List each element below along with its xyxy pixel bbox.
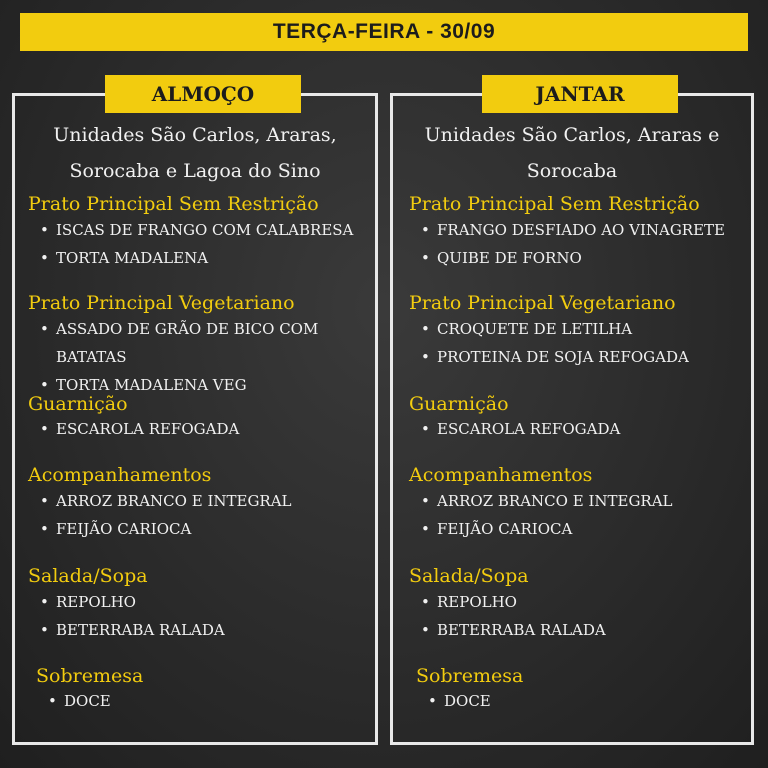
list-item xyxy=(40,376,247,394)
bullet-icon: • xyxy=(421,348,430,366)
bullet-icon: • xyxy=(40,221,49,239)
list-item xyxy=(40,420,239,438)
list-item xyxy=(421,593,517,611)
bullet-icon: • xyxy=(421,221,430,239)
dinner-heading-salada: Salada/Sopa xyxy=(409,565,529,587)
lunch-veg-1a: ASSADO DE GRÃO DE BICO COM xyxy=(56,320,319,338)
lunch-tag: ALMOÇO xyxy=(105,75,301,113)
list-item xyxy=(40,621,225,639)
lunch-salada-2: BETERRABA RALADA xyxy=(56,621,225,639)
bullet-icon: • xyxy=(40,593,49,611)
list-item xyxy=(40,320,318,338)
dinner-principal-1: FRANGO DESFIADO AO VINAGRETE xyxy=(437,221,726,239)
lunch-heading-sobremesa: Sobremesa xyxy=(36,665,144,687)
dinner-heading-acomp: Acompanhamentos xyxy=(409,464,593,486)
bullet-icon: • xyxy=(40,492,49,510)
list-item xyxy=(40,221,353,239)
lunch-guarnicao-1: ESCAROLA REFOGADA xyxy=(56,420,240,438)
lunch-salada-1: REPOLHO xyxy=(56,593,136,611)
dinner-salada-2: BETERRABA RALADA xyxy=(437,621,606,639)
dinner-veg-1: CROQUETE DE LETILHA xyxy=(437,320,633,338)
bullet-icon: • xyxy=(48,692,57,710)
bullet-icon: • xyxy=(40,249,49,267)
lunch-principal-1: ISCAS DE FRANGO COM CALABRESA xyxy=(56,221,354,239)
bullet-icon: • xyxy=(421,420,430,438)
bullet-icon: • xyxy=(421,621,430,639)
bullet-icon: • xyxy=(421,593,430,611)
dinner-heading-veg: Prato Principal Vegetariano xyxy=(409,292,676,314)
bullet-icon: • xyxy=(421,520,430,538)
dinner-heading-guarnicao: Guarnição xyxy=(409,393,509,415)
bullet-icon: • xyxy=(421,320,430,338)
dinner-heading-principal: Prato Principal Sem Restrição xyxy=(409,193,700,215)
dinner-tag: JANTAR xyxy=(482,75,678,113)
bullet-icon: • xyxy=(421,249,430,267)
lunch-acomp-2: FEIJÃO CARIOCA xyxy=(56,520,192,538)
lunch-heading-salada: Salada/Sopa xyxy=(28,565,148,587)
list-item xyxy=(40,492,292,510)
list-item xyxy=(40,520,191,538)
list-item xyxy=(421,420,620,438)
list-item xyxy=(40,593,136,611)
list-item xyxy=(421,520,572,538)
lunch-heading-principal: Prato Principal Sem Restrição xyxy=(28,193,319,215)
bullet-icon: • xyxy=(40,376,49,394)
dinner-heading-sobremesa: Sobremesa xyxy=(416,665,524,687)
bullet-icon: • xyxy=(40,520,49,538)
dinner-guarnicao-1: ESCAROLA REFOGADA xyxy=(437,420,621,438)
list-item xyxy=(428,692,491,710)
list-item-continuation: BATATAS xyxy=(56,348,127,366)
dinner-sobremesa-1: DOCE xyxy=(444,692,491,710)
lunch-heading-guarnicao: Guarnição xyxy=(28,393,128,415)
lunch-veg-2: TORTA MADALENA VEG xyxy=(56,376,247,394)
list-item xyxy=(421,249,582,267)
list-item xyxy=(421,348,689,366)
lunch-panel xyxy=(12,93,378,745)
bullet-icon: • xyxy=(428,692,437,710)
list-item xyxy=(48,692,111,710)
dinner-acomp-1: ARROZ BRANCO E INTEGRAL xyxy=(437,492,673,510)
list-item xyxy=(40,249,208,267)
bullet-icon: • xyxy=(40,320,49,338)
lunch-sobremesa-1: DOCE xyxy=(64,692,111,710)
list-item xyxy=(421,621,606,639)
bullet-icon: • xyxy=(40,621,49,639)
bullet-icon: • xyxy=(421,492,430,510)
dinner-units-line1: Unidades São Carlos, Araras e xyxy=(424,124,720,146)
dinner-salada-1: REPOLHO xyxy=(437,593,517,611)
lunch-acomp-1: ARROZ BRANCO E INTEGRAL xyxy=(56,492,292,510)
dinner-units xyxy=(400,117,744,189)
day-title: TERÇA-FEIRA - 30/09 xyxy=(20,13,748,51)
lunch-heading-veg: Prato Principal Vegetariano xyxy=(28,292,295,314)
lunch-units-line1: Unidades São Carlos, Araras, xyxy=(53,124,337,146)
dinner-panel xyxy=(390,93,754,745)
list-item xyxy=(421,320,632,338)
dinner-units-line2: Sorocaba xyxy=(526,160,618,182)
list-item xyxy=(421,221,725,239)
list-item xyxy=(421,492,673,510)
dinner-acomp-2: FEIJÃO CARIOCA xyxy=(437,520,573,538)
lunch-heading-acomp: Acompanhamentos xyxy=(28,464,212,486)
dinner-veg-2: PROTEINA DE SOJA REFOGADA xyxy=(437,348,689,366)
dinner-principal-2: QUIBE DE FORNO xyxy=(437,249,582,267)
bullet-icon: • xyxy=(40,420,49,438)
lunch-principal-2: TORTA MADALENA xyxy=(56,249,209,267)
lunch-units xyxy=(22,117,368,189)
lunch-units-line2: Sorocaba e Lagoa do Sino xyxy=(69,160,321,182)
